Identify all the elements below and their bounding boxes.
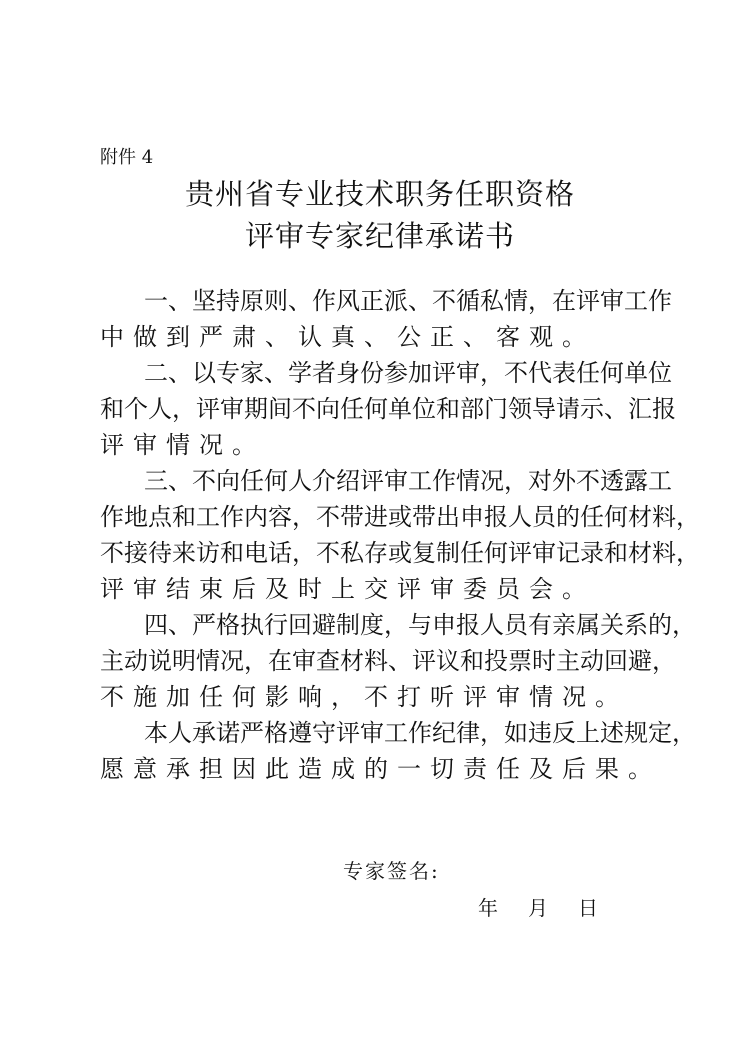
attachment-label: 附件 4 xyxy=(100,147,154,168)
body-text-line: 作地点和工作内容，不带进或带出申报人员的任何材料， xyxy=(100,503,700,531)
body-text-line: 三、不向任何人介绍评审工作情况，对外不透露工 xyxy=(144,467,672,495)
body-text-line: 中做到严肃、认真、公正、客观。 xyxy=(100,323,595,351)
body-text-line: 不施加任何影响，不打听评审情况。 xyxy=(100,683,628,711)
body-text-line: 本人承诺严格遵守评审工作纪律，如违反上述规定， xyxy=(144,719,696,747)
body-text-line: 不接待来访和电话，不私存或复制任何评审记录和材料， xyxy=(100,539,700,567)
body-text-line: 四、严格执行回避制度，与申报人员有亲属关系的， xyxy=(144,611,696,639)
body-text-line: 二、以专家、学者身份参加评审，不代表任何单位 xyxy=(144,359,672,387)
body-text-line: 主动说明情况，在审查材料、评议和投票时主动回避， xyxy=(100,647,676,675)
date-month: 月 xyxy=(528,896,548,920)
document-title-line-1: 贵州省专业技术职务任职资格 xyxy=(184,177,575,211)
body-text-line: 一、坚持原则、作风正派、不循私情，在评审工作 xyxy=(144,287,672,315)
date-year: 年 xyxy=(478,896,498,920)
document-title-line-2: 评审专家纪律承诺书 xyxy=(244,219,515,253)
document-body xyxy=(100,283,700,787)
date-line xyxy=(478,892,628,921)
date-day: 日 xyxy=(578,896,598,920)
body-text-line: 评审结束后及时上交评审委员会。 xyxy=(100,575,595,603)
signature-label: 专家签名: xyxy=(343,859,440,883)
body-text-line: 和个人，评审期间不向任何单位和部门领导请示、汇报 xyxy=(100,395,676,423)
body-text-line: 评审情况。 xyxy=(100,431,265,459)
body-text-line: 愿意承担因此造成的一切责任及后果。 xyxy=(100,755,661,783)
